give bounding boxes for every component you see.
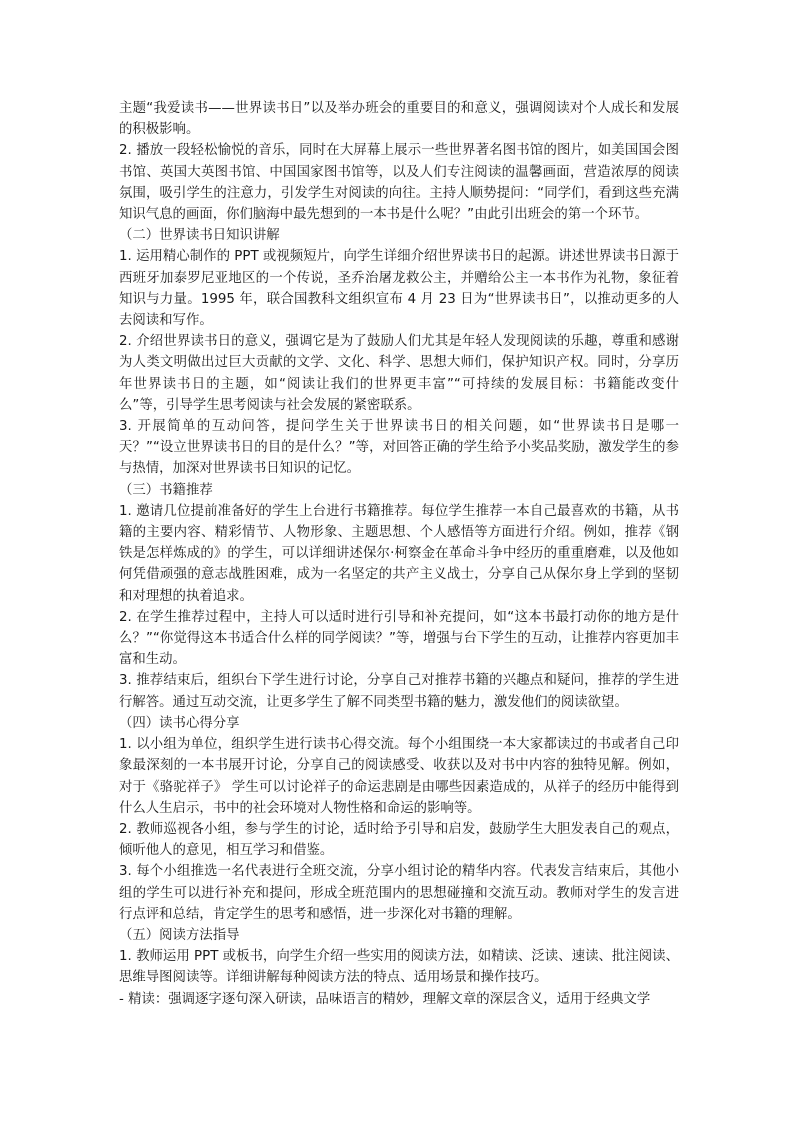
section-heading: （三）书籍推荐 xyxy=(119,482,213,498)
paragraph: - 精读：强调逐字逐句深入研读，品味语言的精妙，理解文章的深层含义，适用于经典文学 xyxy=(119,991,651,1007)
paragraph: 2. 在学生推荐过程中，主持人可以适时进行引导和补充提问，如“这本书最打动你的地方是什么？”“你觉得这本书适合什么样的同学阅读？”等，增强与台下学生的互动，让推荐内容更加丰富和生动。 xyxy=(119,609,679,668)
paragraph: 主题“我爱读书——世界读书日”以及举办班会的重要目的和意义，强调阅读对个人成长和发展的积极影响。 xyxy=(119,101,679,138)
paragraph: 3. 开展简单的互动问答，提问学生关于世界读书日的相关问题，如“世界读书日是哪一天？”“设立世界读书日的目的是什么？”等，对回答正确的学生给予小奖品奖励，激发学生的参与热情，加深对世界读书日知识的记忆。 xyxy=(119,419,679,477)
paragraph: 3. 推荐结束后，组织台下学生进行讨论，分享自己对推荐书籍的兴趣点和疑问，推荐的学生进行解答。通过互动交流，让更多学生了解不同类型书籍的魅力，激发他们的阅读欲望。 xyxy=(119,673,679,710)
paragraph: 1. 以小组为单位，组织学生进行读书心得交流。每个小组围绕一本大家都读过的书或者自己印象最深刻的一本书展开讨论，分享自己的阅读感受、收获以及对书中内容的独特见解。例如，对于《骆驼祥子》 学生可以讨论祥子的命运悲剧是由哪些因素造成的，从祥子的经历中能得到什么人生启示，书中的社会环境对人物性格和命运的影响等。 xyxy=(119,737,679,816)
paragraph: 3. 每个小组推选一名代表进行全班交流，分享小组讨论的精华内容。代表发言结束后，其他小组的学生可以进行补充和提问，形成全班范围内的思想碰撞和交流互动。教师对学生的发言进行点评和总结，肯定学生的思考和感悟，进一步深化对书籍的理解。 xyxy=(119,864,679,922)
paragraph: 1. 教师运用 PPT 或板书，向学生介绍一些实用的阅读方法，如精读、泛读、速读、批注阅读、思维导图阅读等。详细讲解每种阅读方法的特点、适用场景和操作技巧。 xyxy=(119,949,679,986)
section-heading: （五）阅读方法指导 xyxy=(119,927,240,943)
section-heading: （四）读书心得分享 xyxy=(119,715,240,731)
paragraph: 2. 教师巡视各小组，参与学生的讨论，适时给予引导和启发，鼓励学生大胆发表自己的观点，倾听他人的意见，相互学习和借鉴。 xyxy=(119,821,679,859)
paragraph: 1. 邀请几位提前准备好的学生上台进行书籍推荐。每位学生推荐一本自己最喜欢的书籍，从书籍的主要内容、精彩情节、人物形象、主题思想、个人感悟等方面进行介绍。例如，推荐《钢铁是怎样炼成的》的学生，可以详细讲述保尔·柯察金在革命斗争中经历的重重磨难，以及他如何凭借顽强的意志战胜困难，成为一名坚定的共产主义战士，分享自己从保尔身上学到的坚韧和对理想的执着追求。 xyxy=(119,503,679,604)
paragraph: 1. 运用精心制作的 PPT 或视频短片，向学生详细介绍世界读书日的起源。讲述世界读书日源于西班牙加泰罗尼亚地区的一个传说，圣乔治屠龙救公主，并赠给公主一本书作为礼物，象征着知识与力量。1995 年，联合国教科文组织宣布 4 月 23 日为“世界读书日”，以推动更多的人去阅读和写作。 xyxy=(119,249,679,329)
paragraph: 2. 介绍世界读书日的意义，强调它是为了鼓励人们尤其是年轻人发现阅读的乐趣，尊重和感谢为人类文明做出过巨大贡献的文学、文化、科学、思想大师们，保护知识产权。同时，分享历年世界读书日的主题，如“阅读让我们的世界更丰富”“可持续的发展目标：书籍能改变什么”等，引导学生思考阅读与社会发展的紧密联系。 xyxy=(119,334,679,413)
document-page xyxy=(119,98,679,1010)
section-heading: （二）世界读书日知识讲解 xyxy=(119,228,280,244)
paragraph: 2. 播放一段轻松愉悦的音乐，同时在大屏幕上展示一些世界著名图书馆的图片，如美国国会图书馆、英国大英图书馆、中国国家图书馆等，以及人们专注阅读的温馨画面，营造浓厚的阅读氛围，吸引学生的注意力，引发学生对阅读的向往。主持人顺势提问：“同学们，看到这些充满知识气息的画面，你们脑海中最先想到的一本书是什么呢？”由此引出班会的第一个环节。 xyxy=(119,143,679,223)
